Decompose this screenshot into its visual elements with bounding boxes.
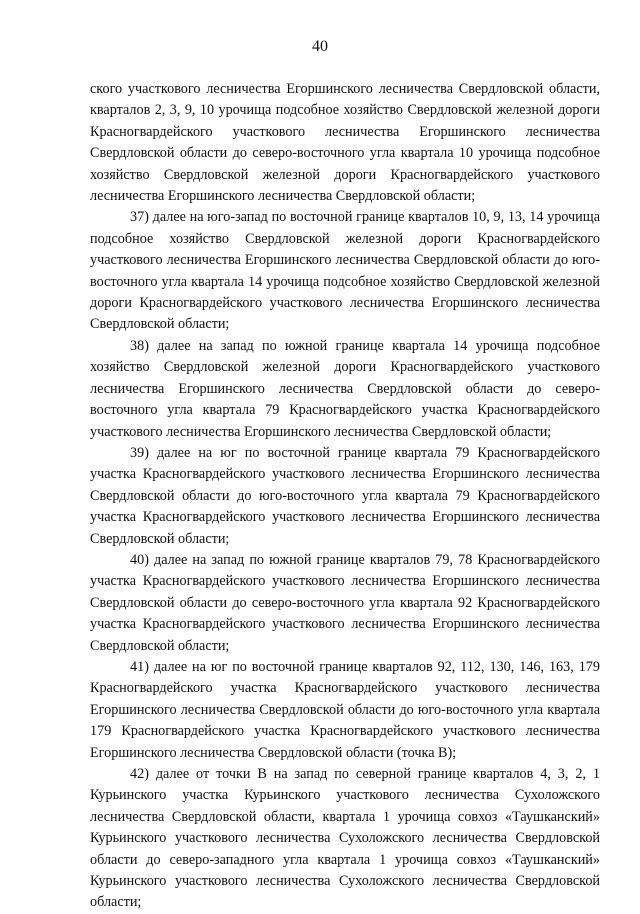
paragraph-item-38: 38) далее на запад по южной границе квартала 14 урочища подсобное хозяйство Свердловской железной дороги Красногвардейского участкового лесничества Егоршинского лесничества Свердловской области до северо-восточного угла квартала 79 Красногвардейского участка Красногвардейского участкового лесничества Егоршинского лесничества Свердловской области; [90,337,600,440]
paragraph-item-41: 41) далее на юг по восточной границе кварталов 92, 112, 130, 146, 163, 179 Красногвардейского участка Красногвардейского участкового лесничества Егоршинского лесничества Свердловской области до юго-восточного угла квартала 179 Красногвардейского участка Красногвардейского участкового лесничества Егоршинского лесничества Свердловской области (точка В); [90,658,600,761]
paragraph-item-37: 37) далее на юго-запад по восточной границе кварталов 10, 9, 13, 14 урочища подсобное хозяйство Свердловской железной дороги Красногвардейского участкового лесничества Егоршинского лесничества Свердловской области до юго-восточного угла квартала 14 урочища подсобное хозяйство Свердловской железной дороги Красногвардейского участкового лесничества Егоршинского лесничества Свердловской области; [90,209,600,333]
page-number: 40 [312,38,328,55]
paragraph-item-40: 40) далее на запад по южной границе кварталов 79, 78 Красногвардейского участка Красногвардейского участкового лесничества Егоршинского лесничества Свердловской области до северо-восточного угла квартала 92 Красногвардейского участка Красногвардейского участкового лесничества Егоршинского лесничества Свердловской области; [90,551,600,654]
paragraph-item-39: 39) далее на юг по восточной границе квартала 79 Красногвардейского участка Красногвардейского участкового лесничества Егоршинского лесничества Свердловской области до юго-восточного угла квартала 79 Красногвардейского участка Красногвардейского участкового лесничества Егоршинского лесничества Свердловской области; [90,444,600,547]
document-body [90,79,600,914]
paragraph-continuation: ского участкового лесничества Егоршинского лесничества Свердловской области, кварталов 2, 3, 9, 10 урочища подсобное хозяйство Свердловской железной дороги Красногвардейского участкового лесничества Егоршинского лесничества Свердловской области до северо-восточного угла квартала 10 урочища подсобное хозяйство Свердловской железной дороги Красногвардейского участкового лесничества Егоршинского лесничества Свердловской области; [90,81,600,205]
paragraph-item-42: 42) далее от точки В на запад по северной границе кварталов 4, 3, 2, 1 Курьинского участка Курьинского участкового лесничества Сухоложского лесничества Свердловской области, квартала 1 урочища совхоз «Таушканский» Курьинского участкового лесничества Сухоложского лесничества Свердловской области до северо-западного угла квартала 1 урочища совхоз «Таушканский» Курьинского участкового лесничества Сухоложского лесничества Свердловской области; [90,766,600,911]
